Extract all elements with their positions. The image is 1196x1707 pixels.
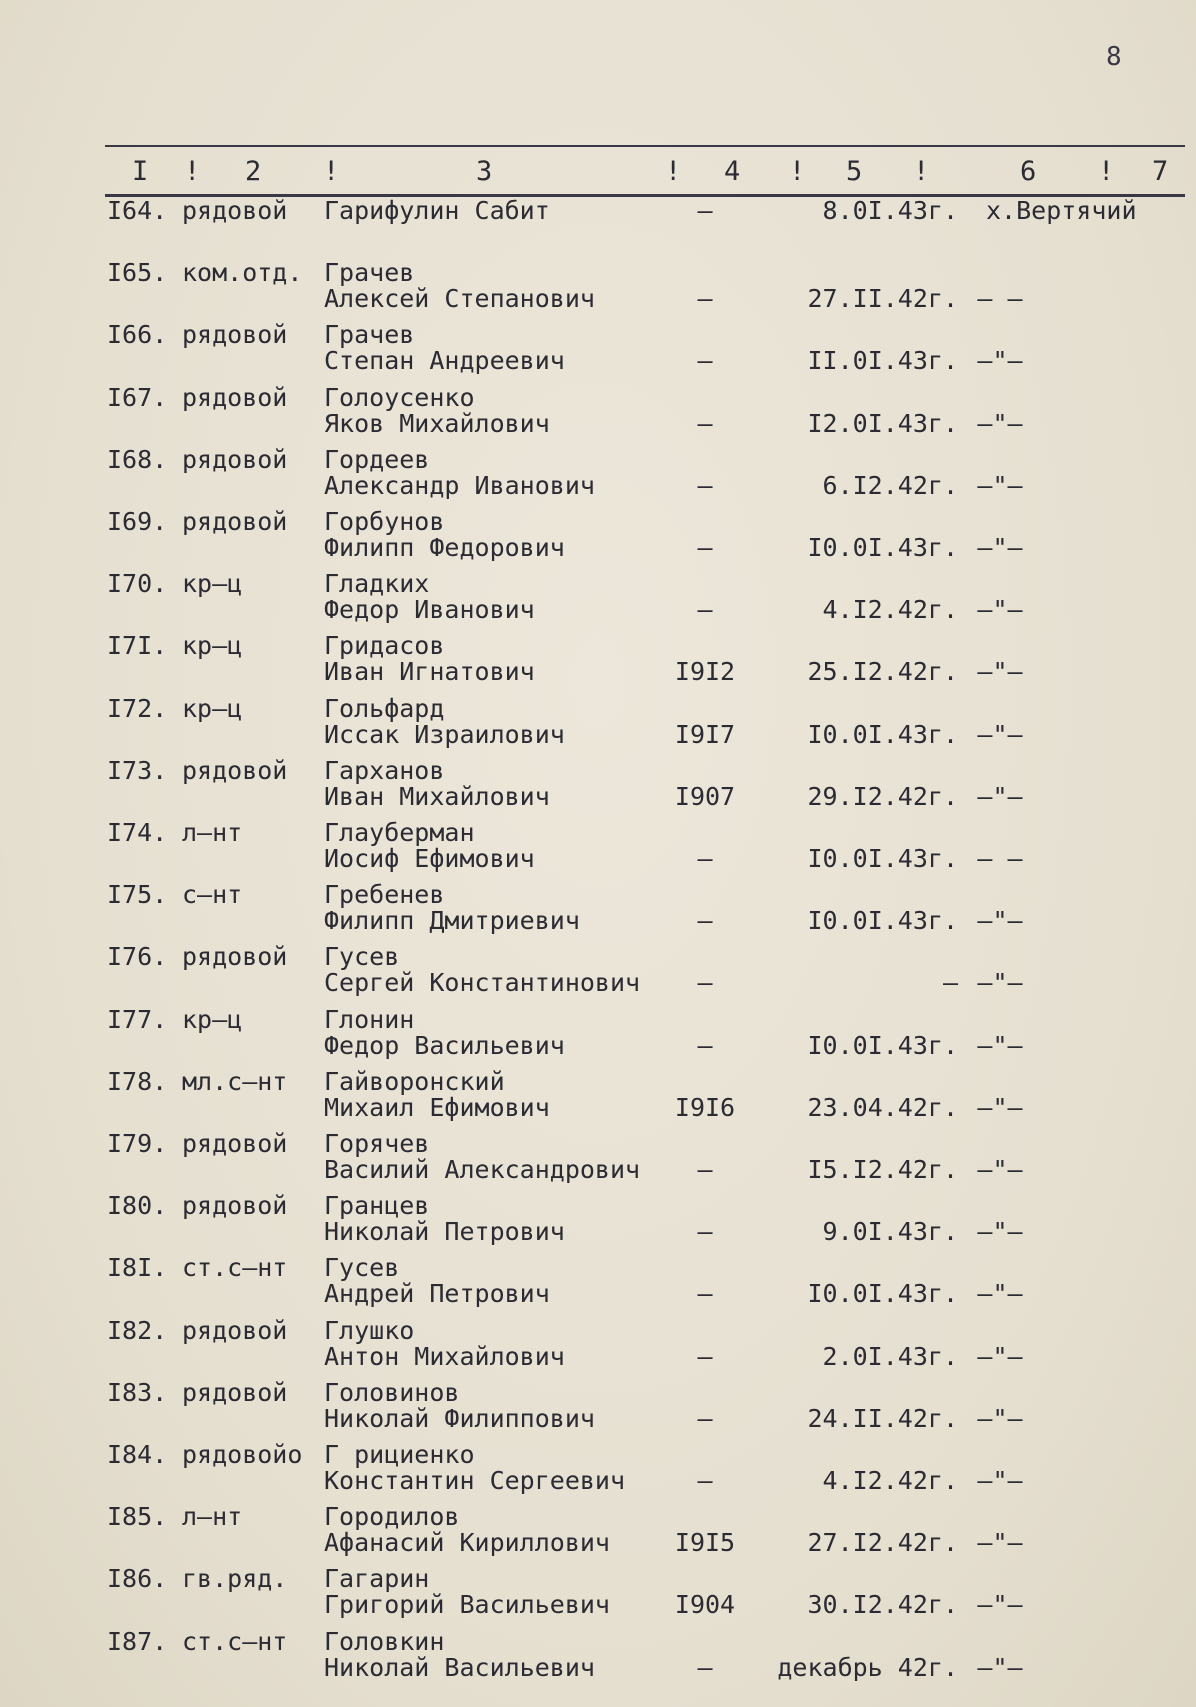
row-surname: Городилов [324, 1502, 460, 1532]
row-date: I5.I2.42г. [807, 1155, 958, 1184]
row-place: –"– [977, 1528, 1023, 1558]
table-row [0, 1191, 1196, 1253]
row-birth-year: – [697, 533, 713, 562]
row-surname: Головинов [324, 1377, 460, 1407]
row-date: декабрь 42г. [777, 1652, 958, 1682]
row-place: –"– [977, 1466, 1023, 1495]
table-row [0, 196, 1196, 258]
row-surname: Гридасов [324, 631, 445, 661]
table-row [0, 507, 1196, 569]
row-date: 8.0I.43г. [822, 196, 958, 225]
row-given-names: Яков Михайлович [324, 408, 550, 438]
row-place: – – [977, 844, 1023, 873]
row-given-names: Филипп Федорович [324, 533, 565, 562]
row-surname: Гранцев [324, 1191, 430, 1221]
table-row [0, 1129, 1196, 1191]
header-separator: ! [184, 156, 201, 187]
row-given-names: Николай Петрович [324, 1217, 565, 1247]
table-row [0, 1627, 1196, 1689]
row-date: – [942, 968, 958, 998]
table-row [0, 1564, 1196, 1626]
row-surname: Гладких [324, 569, 430, 599]
header-col-5: 5 [846, 156, 863, 187]
row-date: 4.I2.42г. [822, 1466, 958, 1495]
header-col-1: I [132, 156, 149, 187]
row-rank: с–нт [182, 880, 243, 910]
row-surname: Горячев [324, 1129, 430, 1158]
row-surname: Головкин [324, 1626, 445, 1656]
row-date: 27.II.42г. [807, 284, 958, 314]
row-place: –"– [977, 533, 1023, 562]
row-number: I85. [107, 1502, 168, 1532]
row-rank: рядовой [182, 755, 288, 785]
row-rank: рядовой [182, 1191, 288, 1221]
table-row [0, 258, 1196, 320]
row-place: –"– [977, 1279, 1023, 1309]
row-date: II.0I.43г. [807, 346, 958, 376]
table-header [0, 156, 1196, 192]
row-given-names: Иван Игнатович [324, 657, 535, 687]
row-surname: Г рициенко [324, 1440, 475, 1469]
table-row [0, 880, 1196, 942]
row-birth-year: I9I2 [674, 657, 736, 687]
row-surname: Глонин [324, 1004, 415, 1034]
row-rank: рядовойо [182, 1440, 303, 1469]
row-place: –"– [977, 595, 1023, 625]
table-row [0, 1378, 1196, 1440]
row-surname: Гагарин [324, 1564, 430, 1594]
row-rank: кр–ц [182, 693, 243, 723]
header-separator: ! [1098, 156, 1115, 187]
row-rank: рядовой [182, 942, 288, 972]
table-row [0, 1316, 1196, 1378]
table-row [0, 320, 1196, 382]
row-number: I79. [107, 1129, 168, 1158]
row-date: 29.I2.42г. [807, 781, 958, 811]
row-date: I0.0I.43г. [807, 533, 958, 562]
header-separator: ! [913, 156, 930, 187]
table-row [0, 1440, 1196, 1502]
row-surname: Грачев [324, 258, 415, 288]
row-date: 9.0I.43г. [822, 1217, 958, 1247]
row-date: 27.I2.42г. [807, 1528, 958, 1558]
row-place: – – [977, 284, 1023, 314]
row-given-names: Иван Михайлович [324, 781, 550, 811]
row-birth-year: – [697, 1341, 713, 1371]
row-birth-year: – [697, 844, 713, 873]
header-col-6: 6 [1020, 156, 1037, 187]
table-row [0, 756, 1196, 818]
row-rank: рядовой [182, 1129, 288, 1158]
row-number: I84. [107, 1440, 168, 1469]
row-number: I69. [107, 507, 168, 536]
table-row [0, 694, 1196, 756]
row-date: 23.04.42г. [807, 1092, 958, 1122]
row-birth-year: – [697, 1155, 713, 1184]
row-birth-year: – [697, 1217, 713, 1247]
table-row [0, 1067, 1196, 1129]
row-rank: рядовой [182, 444, 288, 474]
row-number: I68. [107, 444, 168, 474]
table-row [0, 942, 1196, 1004]
row-rank: рядовой [182, 507, 288, 536]
header-separator: ! [665, 156, 682, 187]
row-rank: л–нт [182, 818, 243, 847]
row-rank: кр–ц [182, 631, 243, 661]
row-number: I74. [107, 818, 168, 847]
row-birth-year: – [697, 1652, 713, 1682]
row-surname: Глушко [324, 1315, 415, 1345]
row-date: I0.0I.43г. [807, 844, 958, 873]
row-number: I75. [107, 880, 168, 910]
row-rank: кр–ц [182, 1004, 243, 1034]
row-number: I82. [107, 1315, 168, 1345]
row-birth-year: – [697, 595, 713, 625]
row-rank: ст.с–нт [182, 1253, 288, 1283]
row-number: I72. [107, 693, 168, 723]
row-place: –"– [977, 1155, 1023, 1184]
row-date: I0.0I.43г. [807, 906, 958, 936]
row-surname: Гусев [324, 1253, 400, 1283]
row-given-names: Иосиф Ефимович [324, 844, 535, 873]
row-birth-year: I9I6 [674, 1092, 736, 1122]
row-given-names: Филипп Дмитриевич [324, 906, 580, 936]
table-row [0, 445, 1196, 507]
row-given-names: Григорий Васильевич [324, 1590, 610, 1620]
row-number: I77. [107, 1004, 168, 1034]
table-row [0, 1005, 1196, 1067]
row-number: I70. [107, 569, 168, 599]
row-birth-year: – [697, 1030, 713, 1060]
row-given-names: Николай Филиппович [324, 1403, 595, 1433]
row-place: –"– [977, 1341, 1023, 1371]
row-surname: Гарханов [324, 755, 445, 785]
row-place: –"– [977, 968, 1023, 998]
row-birth-year: – [697, 284, 713, 314]
row-number: I87. [107, 1626, 168, 1656]
table-row [0, 569, 1196, 631]
row-birth-year: – [697, 968, 713, 998]
row-number: I73. [107, 755, 168, 785]
row-date: 30.I2.42г. [807, 1590, 958, 1620]
row-rank: ст.с–нт [182, 1626, 288, 1656]
row-rank: рядовой [182, 1377, 288, 1407]
header-col-4: 4 [724, 156, 741, 187]
row-number: I86. [107, 1564, 168, 1594]
row-number: I78. [107, 1066, 168, 1096]
row-birth-year: I907 [674, 781, 736, 811]
row-number: I64. [107, 196, 168, 225]
table-row [0, 1253, 1196, 1315]
row-number: I67. [107, 382, 168, 412]
row-place: –"– [977, 719, 1023, 749]
row-number: I80. [107, 1191, 168, 1221]
row-surname: Голоусенко [324, 382, 475, 412]
row-surname: Гордеев [324, 444, 430, 474]
row-number: I7I. [107, 631, 168, 661]
row-place: –"– [977, 470, 1023, 500]
row-place: х.Вертячий [986, 196, 1137, 225]
row-given-names: Александр Иванович [324, 470, 595, 500]
row-surname: Гребенев [324, 880, 445, 910]
row-surname: Гусев [324, 942, 400, 972]
row-given-names: Антон Михайлович [324, 1341, 565, 1371]
row-birth-year: – [697, 346, 713, 376]
row-given-names: Иссак Израилович [324, 719, 565, 749]
row-number: I8I. [107, 1253, 168, 1283]
row-birth-year: – [697, 408, 713, 438]
table-row [0, 1502, 1196, 1564]
row-given-names: Николай Васильевич [324, 1652, 595, 1682]
row-place: –"– [977, 1217, 1023, 1247]
row-date: I0.0I.43г. [807, 1279, 958, 1309]
row-given-names: Афанасий Кириллович [324, 1528, 610, 1558]
row-date: 4.I2.42г. [822, 595, 958, 625]
row-surname: Грачев [324, 320, 415, 350]
row-rank: рядовой [182, 382, 288, 412]
row-birth-year: – [697, 906, 713, 936]
table-row [0, 818, 1196, 880]
row-given-names: Степан Андреевич [324, 346, 565, 376]
row-place: –"– [977, 781, 1023, 811]
row-date: 6.I2.42г. [822, 470, 958, 500]
row-rank: рядовой [182, 196, 288, 225]
row-rank: рядовой [182, 1315, 288, 1345]
row-surname: Гарифулин Сабит [324, 196, 550, 225]
row-given-names: Федор Васильевич [324, 1030, 565, 1060]
row-place: –"– [977, 1403, 1023, 1433]
row-place: –"– [977, 408, 1023, 438]
row-birth-year: I9I7 [674, 719, 736, 749]
row-place: –"– [977, 657, 1023, 687]
row-date: I0.0I.43г. [807, 719, 958, 749]
row-rank: ком.отд. [182, 258, 303, 288]
row-date: I2.0I.43г. [807, 408, 958, 438]
row-date: I0.0I.43г. [807, 1030, 958, 1060]
row-birth-year: – [697, 1279, 713, 1309]
row-surname: Гайворонский [324, 1066, 505, 1096]
row-place: –"– [977, 1092, 1023, 1122]
header-col-2: 2 [245, 156, 262, 187]
row-rank: рядовой [182, 320, 288, 350]
row-number: I83. [107, 1377, 168, 1407]
row-place: –"– [977, 1590, 1023, 1620]
row-date: 24.II.42г. [807, 1403, 958, 1433]
row-given-names: Константин Сергеевич [324, 1466, 626, 1495]
row-place: –"– [977, 346, 1023, 376]
row-surname: Горбунов [324, 507, 445, 536]
row-birth-year: – [697, 1466, 713, 1495]
row-birth-year: – [697, 470, 713, 500]
row-number: I66. [107, 320, 168, 350]
row-birth-year: I904 [674, 1590, 736, 1620]
row-given-names: Алексей Степанович [324, 284, 595, 314]
table-top-rule [105, 145, 1185, 147]
row-birth-year: I9I5 [674, 1528, 736, 1558]
header-separator: ! [323, 156, 340, 187]
row-rank: мл.с–нт [182, 1066, 288, 1096]
table-row [0, 383, 1196, 445]
header-col-3: 3 [476, 156, 493, 187]
row-number: I76. [107, 942, 168, 972]
header-separator: ! [789, 156, 806, 187]
row-given-names: Сергей Константинович [324, 968, 641, 998]
row-place: –"– [977, 906, 1023, 936]
row-given-names: Федор Иванович [324, 595, 535, 625]
header-col-7: 7 [1152, 156, 1169, 187]
row-given-names: Андрей Петрович [324, 1279, 550, 1309]
row-date: 25.I2.42г. [807, 657, 958, 687]
row-number: I65. [107, 258, 168, 288]
row-rank: гв.ряд. [182, 1564, 288, 1594]
row-given-names: Михаил Ефимович [324, 1092, 550, 1122]
row-surname: Глауберман [324, 818, 475, 847]
row-birth-year: – [697, 1403, 713, 1433]
row-place: –"– [977, 1652, 1023, 1682]
row-rank: кр–ц [182, 569, 243, 599]
table-row [0, 631, 1196, 693]
row-place: –"– [977, 1030, 1023, 1060]
page-number: 8 [1106, 42, 1122, 72]
row-rank: л–нт [182, 1502, 243, 1532]
row-surname: Гольфард [324, 693, 445, 723]
row-birth-year: – [697, 196, 713, 225]
row-given-names: Василий Александрович [324, 1155, 641, 1184]
row-date: 2.0I.43г. [822, 1341, 958, 1371]
